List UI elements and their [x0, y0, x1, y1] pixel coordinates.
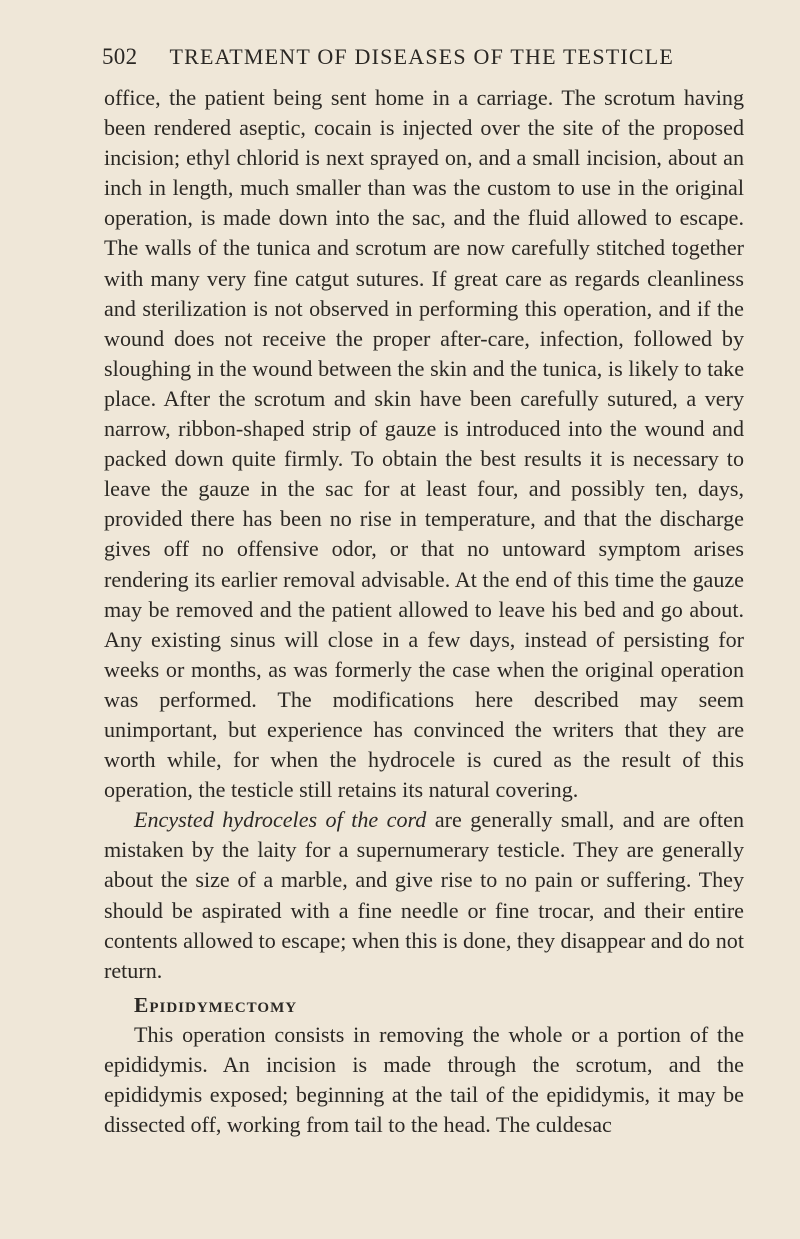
page-number: 502: [102, 44, 138, 69]
paragraph-hydrocele-operation: office, the patient being sent home in a carriage. The scrotum having been rendered aseptic, cocain is injected over the site of the proposed incision; ethyl chlorid is next sprayed on, and a small incision, about an inch in length, much smaller than was the custom to use in the original operation, is made down into the sac, and the fluid allowed to escape. The walls of the tunica and scrotum are now carefully stitched together with many very fine catgut sutures. If great care as regards cleanliness and sterilization is not observed in performing this operation, and if the wound does not receive the proper after-care, infection, followed by sloughing in the wound between the skin and the tunica, is likely to take place. After the scrotum and skin have been carefully sutured, a very narrow, ribbon-shaped strip of gauze is introduced into the wound and packed down quite firmly. To obtain the best results it is necessary to leave the gauze in the sac for at least four, and possibly ten, days, provided there has been no rise in temperature, and that the discharge gives off no offensive odor, or that no untoward symptom arises rendering its earlier removal advisable. At the end of this time the gauze may be removed and the patient allowed to leave his bed and go about. Any existing sinus will close in a few days, instead of persisting for weeks or months, as was formerly the case when the original operation was performed. The modifications here described may seem unimportant, but experience has convinced the writers that they are worth while, for when the hydrocele is cured as the result of this operation, the testicle still retains its natural covering.: [104, 85, 744, 803]
page-header: [102, 44, 742, 70]
paragraph-text: are generally small, and are often mistaken by the laity for a supernumerary testicle. They are generally about the size of a marble, and give rise to no pain or suffering. They should be aspirated with a fine needle or fine trocar, and their entire contents allowed to escape; when this is done, they disappear and do not return.: [104, 807, 744, 983]
page-body: [104, 83, 744, 1140]
running-head: TREATMENT OF DISEASES OF THE TESTICLE: [169, 44, 675, 69]
paragraph-encysted-hydroceles: [104, 805, 744, 986]
italic-term: Encysted hydroceles of the cord: [134, 807, 427, 833]
paragraph-epididymectomy: This operation consists in removing the whole or a portion of the epididymis. An incision is made through the scrotum, and the epididymis exposed; beginning at the tail of the epididymis, it may be dissected off, working from tail to the head. The culdesac: [104, 1021, 744, 1138]
section-heading: Epididymectomy: [134, 992, 298, 1017]
